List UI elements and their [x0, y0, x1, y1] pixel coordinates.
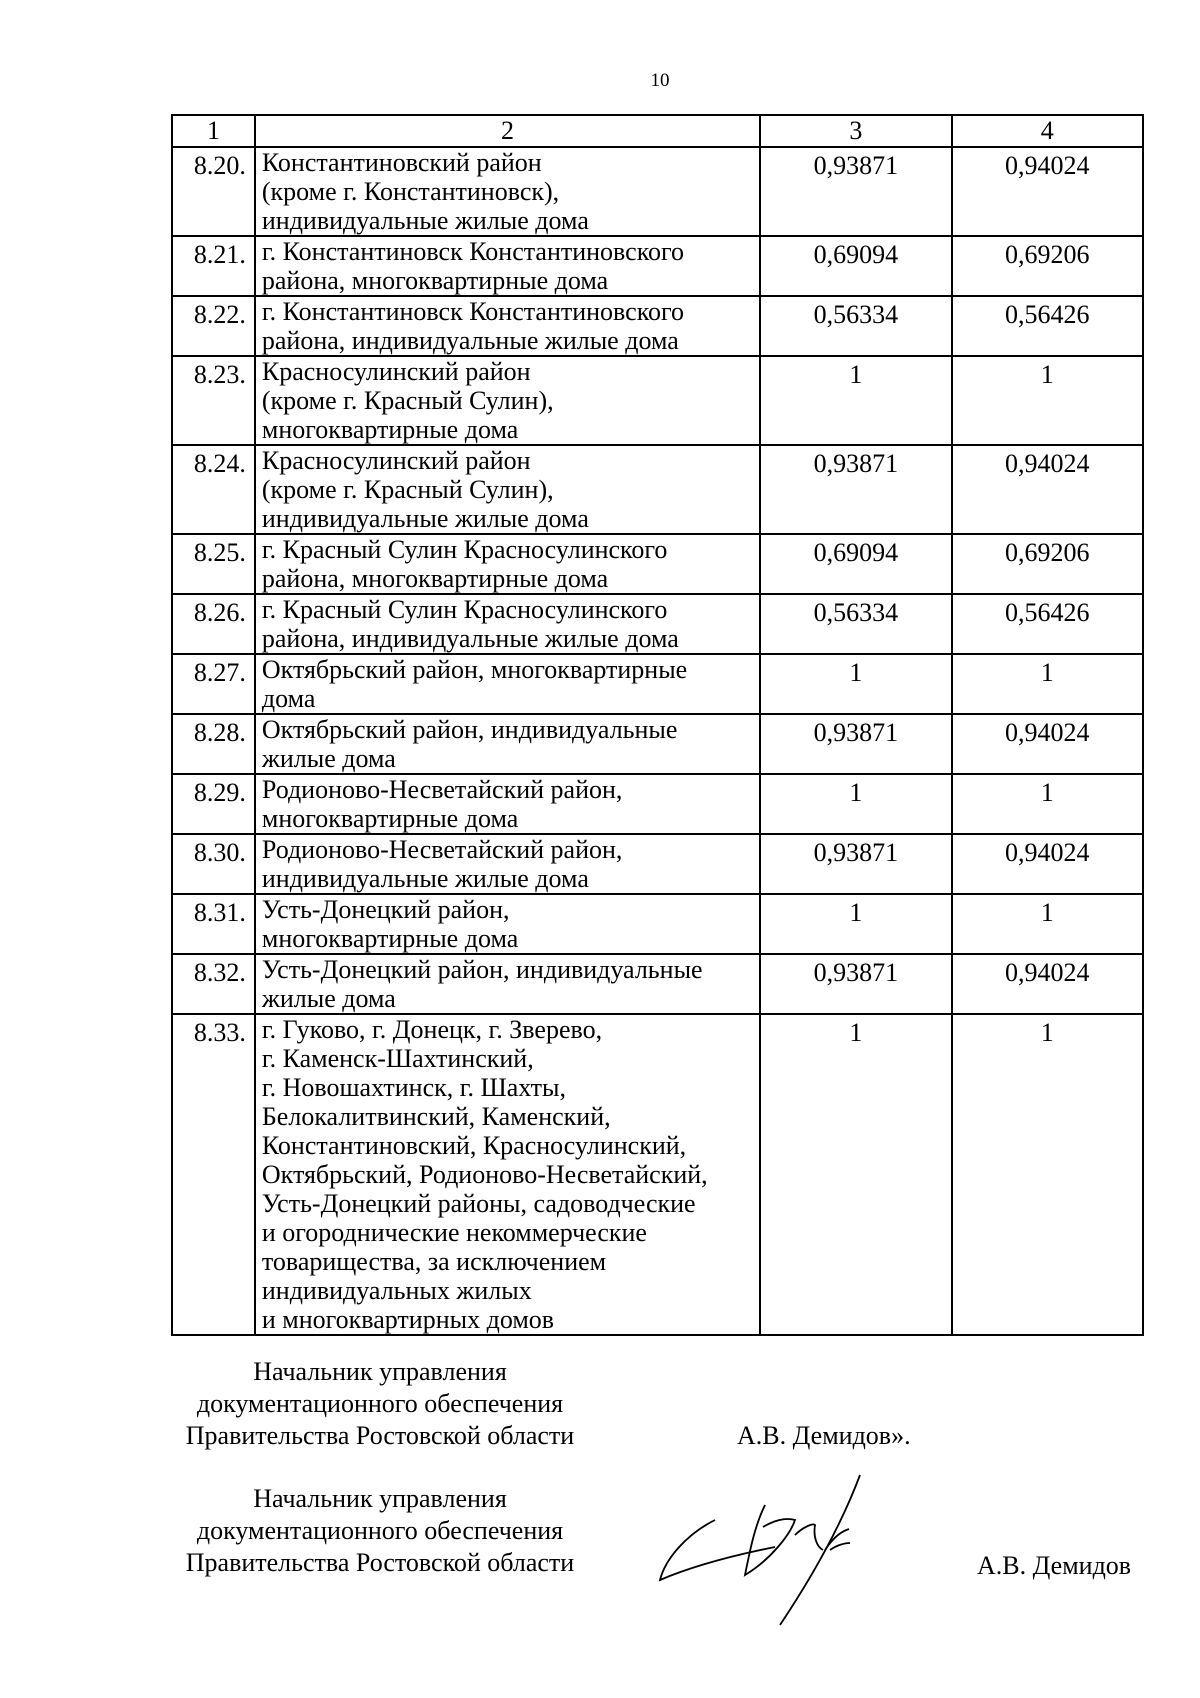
territory-name-line: района, многоквартирные дома: [261, 266, 609, 295]
signature-title-2: [150, 1483, 610, 1579]
row-number: 8.28.: [172, 714, 255, 774]
coefficient-col-4: 1: [952, 774, 1143, 834]
column-header-2: 2: [255, 115, 760, 147]
column-header-1: 1: [172, 115, 255, 147]
territory-name: [255, 147, 760, 236]
handwritten-signature: [655, 1465, 955, 1635]
territory-name-line: Красносулинский район: [261, 446, 531, 475]
signature-title-line: документационного обеспечения: [196, 1389, 564, 1418]
column-header-4: 4: [952, 115, 1143, 147]
coefficient-col-3: 1: [760, 774, 951, 834]
coefficient-col-3: 0,93871: [760, 954, 951, 1014]
coefficient-col-4: 1: [952, 894, 1143, 954]
coefficient-col-3: 1: [760, 654, 951, 714]
territory-name-line: Родионово-Несветайский район,: [261, 775, 623, 804]
territory-name-line: Октябрьский, Родионово-Несветайский,: [261, 1160, 708, 1189]
territory-name-line: (кроме г. Красный Сулин),: [261, 386, 554, 415]
territory-name-line: (кроме г. Константиновск),: [261, 177, 560, 206]
signatory-name-1: А.В. Демидов».: [737, 1421, 911, 1450]
territory-name-line: г. Константиновск Константиновского: [261, 297, 685, 326]
row-number: 8.29.: [172, 774, 255, 834]
territory-name-line: дома: [261, 684, 316, 713]
territory-name: [255, 834, 760, 894]
table-row: [172, 356, 1143, 445]
territory-name-line: индивидуальных жилых: [261, 1276, 532, 1305]
table-row: [172, 774, 1143, 834]
coefficient-col-4: 0,94024: [952, 147, 1143, 236]
row-number: 8.31.: [172, 894, 255, 954]
page-number: 10: [650, 70, 670, 91]
territory-name: [255, 654, 760, 714]
territory-name: [255, 296, 760, 356]
territory-name: [255, 714, 760, 774]
territory-name-line: г. Каменск-Шахтинский,: [261, 1044, 534, 1073]
table-row: [172, 296, 1143, 356]
signature-title-line: Начальник управления: [253, 1484, 507, 1513]
territory-name-line: района, многоквартирные дома: [261, 564, 609, 593]
territory-name-line: Усть-Донецкий район,: [261, 895, 510, 924]
row-number: 8.21.: [172, 236, 255, 296]
territory-name-line: г. Красный Сулин Красносулинского: [261, 595, 668, 624]
territory-name-line: г. Константиновск Константиновского: [261, 237, 685, 266]
table-row: [172, 1014, 1143, 1335]
territory-name: [255, 236, 760, 296]
coefficient-col-4: 1: [952, 1014, 1143, 1335]
territory-name-line: Октябрьский район, индивидуальные: [261, 715, 678, 744]
coefficient-col-3: 0,69094: [760, 534, 951, 594]
territory-name: [255, 594, 760, 654]
table-header-row: [172, 115, 1143, 147]
territory-name-line: индивидуальные жилые дома: [261, 864, 589, 893]
signature-title-line: Правительства Ростовской области: [185, 1548, 575, 1577]
coefficient-table: [171, 114, 1144, 1336]
table-row: [172, 534, 1143, 594]
territory-name: [255, 534, 760, 594]
signatory-name-2: А.В. Демидов: [977, 1551, 1132, 1580]
coefficient-col-3: 0,93871: [760, 834, 951, 894]
coefficient-col-3: 1: [760, 1014, 951, 1335]
signature-title-line: Начальник управления: [253, 1357, 507, 1386]
signature-title-line: документационного обеспечения: [196, 1516, 564, 1545]
territory-name-line: индивидуальные жилые дома: [261, 206, 589, 235]
coefficient-col-4: 0,56426: [952, 296, 1143, 356]
territory-name-line: Белокалитвинский, Каменский,: [261, 1102, 611, 1131]
coefficient-col-3: 0,56334: [760, 296, 951, 356]
territory-name-line: многоквартирные дома: [261, 924, 519, 953]
row-number: 8.23.: [172, 356, 255, 445]
coefficient-col-3: 0,93871: [760, 714, 951, 774]
territory-name: [255, 954, 760, 1014]
signature-title-1: [150, 1356, 610, 1452]
territory-name-line: района, индивидуальные жилые дома: [261, 624, 679, 653]
territory-name-line: г. Новошахтинск, г. Шахты,: [261, 1073, 566, 1102]
coefficient-col-4: 0,56426: [952, 594, 1143, 654]
signature-title-line: Правительства Ростовской области: [185, 1421, 575, 1450]
territory-name-line: Усть-Донецкий район, индивидуальные: [261, 955, 703, 984]
row-number: 8.25.: [172, 534, 255, 594]
coefficient-col-4: 0,69206: [952, 236, 1143, 296]
coefficient-col-4: 0,94024: [952, 714, 1143, 774]
row-number: 8.27.: [172, 654, 255, 714]
territory-name-line: (кроме г. Красный Сулин),: [261, 475, 554, 504]
coefficient-col-3: 0,56334: [760, 594, 951, 654]
table-row: [172, 834, 1143, 894]
territory-name-line: многоквартирные дома: [261, 804, 519, 833]
table-row: [172, 654, 1143, 714]
row-number: 8.26.: [172, 594, 255, 654]
coefficient-col-3: 1: [760, 356, 951, 445]
coefficient-col-4: 1: [952, 356, 1143, 445]
territory-name: [255, 445, 760, 534]
territory-name: [255, 356, 760, 445]
territory-name-line: и огороднические некоммерческие: [261, 1218, 647, 1247]
territory-name-line: и многоквартирных домов: [261, 1305, 555, 1334]
territory-name-line: жилые дома: [261, 744, 396, 773]
row-number: 8.24.: [172, 445, 255, 534]
territory-name: [255, 1014, 760, 1335]
territory-name-line: г. Гуково, г. Донецк, г. Зверево,: [261, 1015, 603, 1044]
territory-name-line: Родионово-Несветайский район,: [261, 835, 623, 864]
coefficient-col-4: 0,69206: [952, 534, 1143, 594]
coefficient-col-4: 0,94024: [952, 445, 1143, 534]
table-row: [172, 714, 1143, 774]
territory-name-line: района, индивидуальные жилые дома: [261, 326, 679, 355]
territory-name-line: г. Красный Сулин Красносулинского: [261, 535, 668, 564]
territory-name-line: Красносулинский район: [261, 357, 531, 386]
table-row: [172, 954, 1143, 1014]
territory-name: [255, 894, 760, 954]
territory-name-line: Константиновский район: [261, 148, 542, 177]
territory-name-line: многоквартирные дома: [261, 415, 519, 444]
territory-name: [255, 774, 760, 834]
coefficient-col-3: 0,93871: [760, 445, 951, 534]
table-row: [172, 594, 1143, 654]
row-number: 8.33.: [172, 1014, 255, 1335]
territory-name-line: Усть-Донецкий районы, садоводческие: [261, 1189, 696, 1218]
table-row: [172, 445, 1143, 534]
territory-name-line: индивидуальные жилые дома: [261, 504, 589, 533]
territory-name-line: жилые дома: [261, 984, 396, 1013]
coefficient-col-3: 0,69094: [760, 236, 951, 296]
territory-name-line: товарищества, за исключением: [261, 1247, 607, 1276]
row-number: 8.32.: [172, 954, 255, 1014]
column-header-3: 3: [760, 115, 951, 147]
territory-name-line: Константиновский, Красносулинский,: [261, 1131, 687, 1160]
coefficient-col-4: 1: [952, 654, 1143, 714]
territory-name-line: Октябрьский район, многоквартирные: [261, 655, 688, 684]
row-number: 8.22.: [172, 296, 255, 356]
table-row: [172, 236, 1143, 296]
table-row: [172, 147, 1143, 236]
coefficient-col-4: 0,94024: [952, 954, 1143, 1014]
row-number: 8.30.: [172, 834, 255, 894]
row-number: 8.20.: [172, 147, 255, 236]
coefficient-col-4: 0,94024: [952, 834, 1143, 894]
table-row: [172, 894, 1143, 954]
coefficient-col-3: 1: [760, 894, 951, 954]
coefficient-col-3: 0,93871: [760, 147, 951, 236]
